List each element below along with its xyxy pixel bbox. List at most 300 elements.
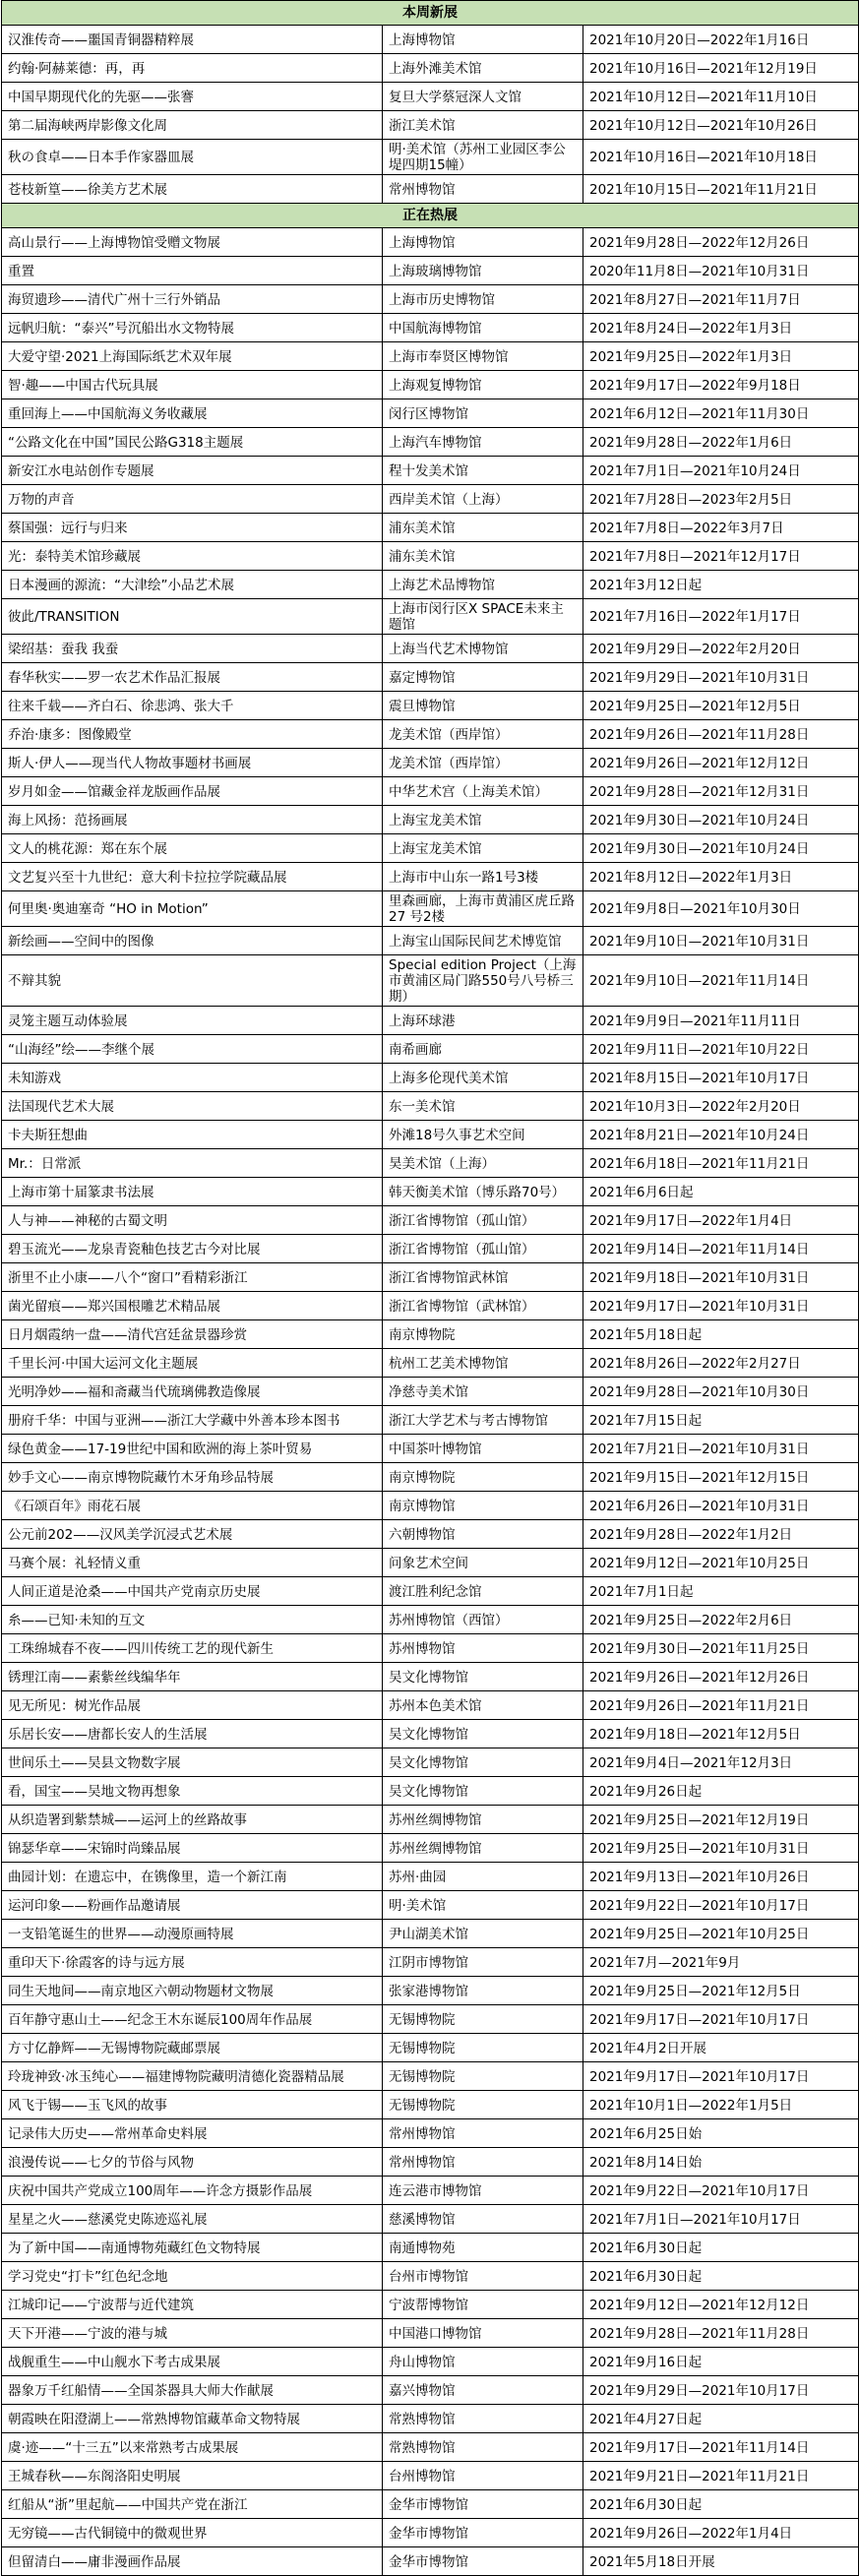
table-row xyxy=(2,777,859,806)
date-range: 2021年9月18日—2021年12月5日 xyxy=(583,1720,859,1748)
table-row xyxy=(2,1463,859,1492)
venue: 苏州本色美术馆 xyxy=(383,1691,583,1720)
exhibition-name: 碧玉流光——龙泉青瓷釉色技艺古今对比展 xyxy=(2,1235,383,1263)
date-range: 2021年9月26日—2021年12月12日 xyxy=(583,749,859,777)
venue: 金华市博物馆 xyxy=(383,2547,583,2576)
table-row xyxy=(2,54,859,83)
table-row xyxy=(2,2376,859,2405)
venue: 上海艺术品博物馆 xyxy=(383,571,583,599)
table-row xyxy=(2,1320,859,1349)
venue: 中国茶叶博物馆 xyxy=(383,1435,583,1463)
venue: 上海多伦现代美术馆 xyxy=(383,1064,583,1092)
date-range: 2021年6月26日—2021年10月31日 xyxy=(583,1492,859,1520)
exhibition-name: 未知游戏 xyxy=(2,1064,383,1092)
exhibition-name: 曲园计划：在遗忘中，在镌像里，造一个新江南 xyxy=(2,1863,383,1891)
exhibition-name: 玲珑神致·冰玉纯心——福建博物院藏明清德化瓷器精品展 xyxy=(2,2062,383,2091)
date-range: 2020年11月8日—2021年10月31日 xyxy=(583,257,859,285)
date-range: 2021年6月6日起 xyxy=(583,1178,859,1206)
table-row xyxy=(2,1092,859,1121)
date-range: 2021年9月26日起 xyxy=(583,1777,859,1806)
date-range: 2021年9月25日—2021年10月31日 xyxy=(583,1834,859,1863)
table-row xyxy=(2,1891,859,1920)
exhibition-name: 岁月如金——馆藏金祥龙版画作品展 xyxy=(2,777,383,806)
table-row xyxy=(2,1777,859,1806)
exhibition-name: 风飞于锡——玉飞风的故事 xyxy=(2,2091,383,2119)
exhibition-name: 新绘画——空间中的图像 xyxy=(2,927,383,955)
table-row xyxy=(2,863,859,891)
table-row xyxy=(2,1435,859,1463)
date-range: 2021年9月29日—2021年10月17日 xyxy=(583,2376,859,2405)
table-row xyxy=(2,1977,859,2005)
exhibition-name: 光明净妙——福和斋藏当代琉璃佛教造像展 xyxy=(2,1378,383,1406)
exhibition-name: 天下开港——宁波的港与城 xyxy=(2,2319,383,2348)
table-row xyxy=(2,2262,859,2291)
date-range: 2021年7月8日—2022年3月7日 xyxy=(583,514,859,542)
venue: 上海玻璃博物馆 xyxy=(383,257,583,285)
table-row xyxy=(2,2091,859,2119)
date-range: 2021年9月30日—2021年10月24日 xyxy=(583,834,859,863)
venue: 上海当代艺术博物馆 xyxy=(383,635,583,663)
venue: 常州博物馆 xyxy=(383,2119,583,2148)
date-range: 2021年9月18日—2021年10月31日 xyxy=(583,1263,859,1292)
table-row xyxy=(2,571,859,599)
venue: 明·美术馆（苏州工业园区李公堤四期15幢） xyxy=(383,140,583,175)
date-range: 2021年10月16日—2021年12月19日 xyxy=(583,54,859,83)
venue: 里森画廊，上海市黄浦区虎丘路 27 号2楼 xyxy=(383,891,583,927)
table-row xyxy=(2,2405,859,2433)
exhibition-name: 重回海上——中国航海义务收藏展 xyxy=(2,399,383,428)
venue: 闵行区博物馆 xyxy=(383,399,583,428)
exhibition-name: 见无所见：树光作品展 xyxy=(2,1691,383,1720)
date-range: 2021年10月20日—2022年1月16日 xyxy=(583,26,859,54)
table-row xyxy=(2,1121,859,1149)
venue: 浦东美术馆 xyxy=(383,514,583,542)
exhibition-name: 海上风扬：范扬画展 xyxy=(2,806,383,834)
exhibition-name: 日本漫画的源流：“大津绘”小品艺术展 xyxy=(2,571,383,599)
venue: 台州市博物馆 xyxy=(383,2262,583,2291)
exhibition-name: 记录伟大历史——常州革命史料展 xyxy=(2,2119,383,2148)
table-row xyxy=(2,314,859,342)
exhibition-name: 从织造署到紫禁城——运河上的丝路故事 xyxy=(2,1806,383,1834)
venue: 慈溪博物馆 xyxy=(383,2205,583,2234)
venue: 上海宝龙美术馆 xyxy=(383,806,583,834)
exhibition-name: 往来千载——齐白石、徐悲鸿、张大千 xyxy=(2,692,383,720)
venue: 复旦大学蔡冠深人文馆 xyxy=(383,83,583,111)
date-range: 2021年9月22日—2021年10月17日 xyxy=(583,2177,859,2205)
table-row xyxy=(2,1349,859,1378)
exhibition-name: 海贸遗珍——清代广州十三行外销品 xyxy=(2,285,383,314)
exhibition-name: 星星之火——慈溪党史陈迹巡礼展 xyxy=(2,2205,383,2234)
venue: 浙江省博物馆（孤山馆） xyxy=(383,1235,583,1263)
table-row xyxy=(2,2319,859,2348)
table-row xyxy=(2,457,859,485)
date-range: 2021年9月25日—2021年10月25日 xyxy=(583,1920,859,1948)
date-range: 2021年3月12日起 xyxy=(583,571,859,599)
table-row xyxy=(2,140,859,175)
venue: 无锡博物院 xyxy=(383,2062,583,2091)
date-range: 2021年9月25日—2022年2月6日 xyxy=(583,1606,859,1634)
date-range: 2021年9月21日—2021年11月21日 xyxy=(583,2462,859,2490)
table-row xyxy=(2,1378,859,1406)
exhibition-name: 重置 xyxy=(2,257,383,285)
date-range: 2021年7月1日起 xyxy=(583,1577,859,1606)
venue: 六朝博物馆 xyxy=(383,1520,583,1549)
venue: 震旦博物馆 xyxy=(383,692,583,720)
exhibition-name: 人间正道是沧桑——中国共产党南京历史展 xyxy=(2,1577,383,1606)
table-row xyxy=(2,834,859,863)
date-range: 2021年8月26日—2022年2月27日 xyxy=(583,1349,859,1378)
date-range: 2021年9月29日—2021年10月31日 xyxy=(583,663,859,692)
exhibition-name: 上海市第十届篆隶书法展 xyxy=(2,1178,383,1206)
exhibition-name: 工珠绵城春不夜——四川传统工艺的现代新生 xyxy=(2,1634,383,1663)
table-row xyxy=(2,663,859,692)
venue: 昊美术馆（上海） xyxy=(383,1149,583,1178)
table-row xyxy=(2,1263,859,1292)
venue: 江阴市博物馆 xyxy=(383,1948,583,1977)
venue: 浦东美术馆 xyxy=(383,542,583,571)
table-row xyxy=(2,1634,859,1663)
date-range: 2021年9月28日—2021年10月30日 xyxy=(583,1378,859,1406)
venue: 上海博物馆 xyxy=(383,26,583,54)
date-range: 2021年9月8日—2021年10月30日 xyxy=(583,891,859,927)
exhibition-name: 庆祝中国共产党成立100周年——许念方摄影作品展 xyxy=(2,2177,383,2205)
date-range: 2021年9月17日—2021年10月31日 xyxy=(583,1292,859,1320)
exhibition-name: 秋の食卓——日本手作家器皿展 xyxy=(2,140,383,175)
table-row xyxy=(2,1920,859,1948)
exhibition-name: 约翰·阿赫莱德：再，再 xyxy=(2,54,383,83)
table-row xyxy=(2,542,859,571)
table-row xyxy=(2,2005,859,2034)
exhibition-name: 朝霞映在阳澄湖上——常熟博物馆藏革命文物特展 xyxy=(2,2405,383,2433)
exhibition-name: 彼此/TRANSITION xyxy=(2,599,383,635)
date-range: 2021年7月1日—2021年10月24日 xyxy=(583,457,859,485)
table-row xyxy=(2,1663,859,1691)
date-range: 2021年9月17日—2022年1月4日 xyxy=(583,1206,859,1235)
exhibition-name: 一支铅笔诞生的世界——动漫原画特展 xyxy=(2,1920,383,1948)
exhibition-name: 无穷镜——古代铜镜中的微观世界 xyxy=(2,2519,383,2547)
exhibition-name: 法国现代艺术大展 xyxy=(2,1092,383,1121)
exhibition-name: 方寸亿静辉——无锡博物院藏邮票展 xyxy=(2,2034,383,2062)
table-row xyxy=(2,228,859,257)
exhibition-name: 何里奥·奥迪塞奇 “HO in Motion” xyxy=(2,891,383,927)
venue: 龙美术馆（西岸馆） xyxy=(383,720,583,749)
table-row xyxy=(2,428,859,457)
venue: 吴文化博物馆 xyxy=(383,1720,583,1748)
exhibition-name: 汉淮传奇——噩国青铜器精粹展 xyxy=(2,26,383,54)
date-range: 2021年7月1日—2021年10月17日 xyxy=(583,2205,859,2234)
venue: 南京博物院 xyxy=(383,1320,583,1349)
exhibition-name: 运河印象——粉画作品邀请展 xyxy=(2,1891,383,1920)
exhibition-name: 为了新中国——南通博物苑藏红色文物特展 xyxy=(2,2234,383,2262)
date-range: 2021年9月22日—2021年10月17日 xyxy=(583,1891,859,1920)
venue: 程十发美术馆 xyxy=(383,457,583,485)
venue: 苏州丝绸博物馆 xyxy=(383,1834,583,1863)
venue: 金华市博物馆 xyxy=(383,2519,583,2547)
venue: 净慈寺美术馆 xyxy=(383,1378,583,1406)
venue: 问象艺术空间 xyxy=(383,1549,583,1577)
table-row xyxy=(2,1406,859,1435)
exhibition-name: 锈理江南——素紫丝线编华年 xyxy=(2,1663,383,1691)
venue: 上海外滩美术馆 xyxy=(383,54,583,83)
exhibition-name: 浪漫传说——七夕的节俗与风物 xyxy=(2,2148,383,2177)
venue: 苏州·曲园 xyxy=(383,1863,583,1891)
table-row xyxy=(2,955,859,1007)
date-range: 2021年10月15日—2021年11月21日 xyxy=(583,175,859,204)
date-range: 2021年7月—2021年9月 xyxy=(583,1948,859,1977)
date-range: 2021年6月30日起 xyxy=(583,2262,859,2291)
venue: 外滩18号久事艺术空间 xyxy=(383,1121,583,1149)
exhibition-name: “公路文化在中国”国民公路G318主题展 xyxy=(2,428,383,457)
venue: 吴文化博物馆 xyxy=(383,1748,583,1777)
exhibition-name: 苍枝新篁——徐美方艺术展 xyxy=(2,175,383,204)
exhibition-name: 学习党史“打卡”红色纪念地 xyxy=(2,2262,383,2291)
exhibition-name: 同生天地间——南京地区六朝动物题材文物展 xyxy=(2,1977,383,2005)
venue: 渡江胜利纪念馆 xyxy=(383,1577,583,1606)
exhibition-name: 乔治·康多：图像殿堂 xyxy=(2,720,383,749)
exhibition-name: 卡夫斯狂想曲 xyxy=(2,1121,383,1149)
exhibition-name: “山海经”绘——李继个展 xyxy=(2,1035,383,1064)
date-range: 2021年9月25日—2021年12月19日 xyxy=(583,1806,859,1834)
date-range: 2021年7月21日—2021年10月31日 xyxy=(583,1435,859,1463)
exhibition-name: 新安江水电站创作专题展 xyxy=(2,457,383,485)
table-row xyxy=(2,1149,859,1178)
exhibition-name: 远帆归航：“泰兴”号沉船出水文物特展 xyxy=(2,314,383,342)
table-row xyxy=(2,1577,859,1606)
exhibition-name: 糸——已知·未知的互文 xyxy=(2,1606,383,1634)
venue: 无锡博物院 xyxy=(383,2091,583,2119)
exhibition-name: 第二届海峡两岸影像文化周 xyxy=(2,111,383,140)
exhibition-name: 斯人·伊人——现当代人物故事题材书画展 xyxy=(2,749,383,777)
venue: 南京博物院 xyxy=(383,1463,583,1492)
date-range: 2021年9月30日—2021年10月24日 xyxy=(583,806,859,834)
table-row xyxy=(2,720,859,749)
venue: 南希画廊 xyxy=(383,1035,583,1064)
date-range: 2021年9月25日—2021年12月5日 xyxy=(583,692,859,720)
venue: 杭州工艺美术博物馆 xyxy=(383,1349,583,1378)
date-range: 2021年10月12日—2021年10月26日 xyxy=(583,111,859,140)
venue: 浙江大学艺术与考古博物馆 xyxy=(383,1406,583,1435)
date-range: 2021年9月28日—2021年12月31日 xyxy=(583,777,859,806)
exhibition-name: 妙手文心——南京博物院藏竹木牙角珍品特展 xyxy=(2,1463,383,1492)
exhibition-name: 高山景行——上海博物馆受赠文物展 xyxy=(2,228,383,257)
table-row xyxy=(2,111,859,140)
date-range: 2021年7月8日—2021年12月17日 xyxy=(583,542,859,571)
table-row xyxy=(2,1748,859,1777)
venue: 常熟博物馆 xyxy=(383,2433,583,2462)
table-row xyxy=(2,2119,859,2148)
date-range: 2021年7月15日起 xyxy=(583,1406,859,1435)
venue: 南京博物馆 xyxy=(383,1492,583,1520)
table-row xyxy=(2,1549,859,1577)
exhibition-name: 不辩其貌 xyxy=(2,955,383,1007)
date-range: 2021年6月30日起 xyxy=(583,2234,859,2262)
table-row xyxy=(2,485,859,514)
exhibition-name: 梁绍基：蚕我 我蚕 xyxy=(2,635,383,663)
date-range: 2021年9月26日—2022年1月4日 xyxy=(583,2519,859,2547)
exhibition-name: 《石颂百年》雨花石展 xyxy=(2,1492,383,1520)
exhibition-name: 人与神——神秘的古蜀文明 xyxy=(2,1206,383,1235)
table-row xyxy=(2,83,859,111)
venue: 浙江省博物馆武林馆 xyxy=(383,1263,583,1292)
date-range: 2021年8月21日—2021年10月24日 xyxy=(583,1121,859,1149)
exhibition-name: 蔡国强：远行与归来 xyxy=(2,514,383,542)
exhibition-name: 看，国宝——吴地文物再想象 xyxy=(2,1777,383,1806)
exhibition-name: 浙里不止小康——八个“窗口”看精彩浙江 xyxy=(2,1263,383,1292)
date-range: 2021年9月17日—2021年10月17日 xyxy=(583,2005,859,2034)
exhibition-name: 光：泰特美术馆珍藏展 xyxy=(2,542,383,571)
table-row xyxy=(2,285,859,314)
table-row xyxy=(2,1606,859,1634)
date-range: 2021年9月15日—2021年12月15日 xyxy=(583,1463,859,1492)
exhibition-name: 重印天下·徐霞客的诗与远方展 xyxy=(2,1948,383,1977)
table-row xyxy=(2,2462,859,2490)
table-row xyxy=(2,175,859,204)
table-row xyxy=(2,1292,859,1320)
date-range: 2021年9月10日—2021年10月31日 xyxy=(583,927,859,955)
venue: 上海宝龙美术馆 xyxy=(383,834,583,863)
exhibition-name: 中国早期现代化的先驱——张謇 xyxy=(2,83,383,111)
table-row xyxy=(2,1948,859,1977)
date-range: 2021年9月13日—2021年10月26日 xyxy=(583,1863,859,1891)
exhibition-name: 文人的桃花源：郑在东个展 xyxy=(2,834,383,863)
venue: 浙江省博物馆（武林馆） xyxy=(383,1292,583,1320)
exhibition-name: 器象万千红船情——全国茶器具大师大作献展 xyxy=(2,2376,383,2405)
table-row xyxy=(2,1007,859,1035)
venue: 台州博物馆 xyxy=(383,2462,583,2490)
exhibition-name: 虞·迹——“十三五”以来常熟考古成果展 xyxy=(2,2433,383,2462)
venue: 中国航海博物馆 xyxy=(383,314,583,342)
date-range: 2021年9月28日—2022年1月2日 xyxy=(583,1520,859,1549)
table-row xyxy=(2,399,859,428)
venue: 嘉兴博物馆 xyxy=(383,2376,583,2405)
venue: 上海市奉贤区博物馆 xyxy=(383,342,583,371)
section-title: 本周新展 xyxy=(2,1,859,26)
venue: 西岸美术馆（上海） xyxy=(383,485,583,514)
date-range: 2021年6月18日—2021年11月21日 xyxy=(583,1149,859,1178)
exhibition-name: 文艺复兴至十九世纪：意大利卡拉拉学院藏品展 xyxy=(2,863,383,891)
date-range: 2021年9月17日—2021年10月17日 xyxy=(583,2062,859,2091)
table-row xyxy=(2,2062,859,2091)
date-range: 2021年8月27日—2021年11月7日 xyxy=(583,285,859,314)
date-range: 2021年9月26日—2021年12月26日 xyxy=(583,1663,859,1691)
table-row xyxy=(2,891,859,927)
exhibition-name: 公元前202——汉风美学沉浸式艺术展 xyxy=(2,1520,383,1549)
table-row xyxy=(2,2291,859,2319)
exhibition-name: 册府千华：中国与亚洲——浙江大学藏中外善本珍本图书 xyxy=(2,1406,383,1435)
table-row xyxy=(2,342,859,371)
exhibition-name: 世间乐土——吴县文物数字展 xyxy=(2,1748,383,1777)
table-row xyxy=(2,2519,859,2547)
exhibition-name: 马赛个展：礼轻情义重 xyxy=(2,1549,383,1577)
venue: 东一美术馆 xyxy=(383,1092,583,1121)
date-range: 2021年9月28日—2022年12月26日 xyxy=(583,228,859,257)
table-row xyxy=(2,2433,859,2462)
section-title: 正在热展 xyxy=(2,204,859,228)
date-range: 2021年6月12日—2021年11月30日 xyxy=(583,399,859,428)
table-row xyxy=(2,806,859,834)
venue: 上海汽车博物馆 xyxy=(383,428,583,457)
date-range: 2021年8月15日—2021年10月17日 xyxy=(583,1064,859,1092)
date-range: 2021年6月30日起 xyxy=(583,2490,859,2519)
venue: 上海博物馆 xyxy=(383,228,583,257)
exhibition-table xyxy=(1,0,859,2576)
exhibition-name: 战舰重生——中山舰水下考古成果展 xyxy=(2,2348,383,2376)
table-row xyxy=(2,1178,859,1206)
exhibition-name: 王城春秋——东阁洛阳史明展 xyxy=(2,2462,383,2490)
venue: 上海观复博物馆 xyxy=(383,371,583,399)
venue: 苏州博物馆（西馆） xyxy=(383,1606,583,1634)
exhibition-name: 红船从“浙”里起航——中国共产党在浙江 xyxy=(2,2490,383,2519)
venue: 常熟博物馆 xyxy=(383,2405,583,2433)
venue: 苏州博物馆 xyxy=(383,1634,583,1663)
venue: 苏州丝绸博物馆 xyxy=(383,1806,583,1834)
venue: 上海宝山国际民间艺术博览馆 xyxy=(383,927,583,955)
table-row xyxy=(2,2034,859,2062)
venue: 上海市闵行区X SPACE未来主题馆 xyxy=(383,599,583,635)
exhibition-name: 但留清白——庸非漫画作品展 xyxy=(2,2547,383,2576)
venue: 嘉定博物馆 xyxy=(383,663,583,692)
table-row xyxy=(2,2205,859,2234)
venue: 明·美术馆 xyxy=(383,1891,583,1920)
venue: 南通博物苑 xyxy=(383,2234,583,2262)
section-header-row xyxy=(2,204,859,228)
table-row xyxy=(2,514,859,542)
table-row xyxy=(2,1035,859,1064)
venue: 吴文化博物馆 xyxy=(383,1777,583,1806)
date-range: 2021年9月29日—2022年2月20日 xyxy=(583,635,859,663)
date-range: 2021年9月14日—2021年11月14日 xyxy=(583,1235,859,1263)
exhibition-name: 菌光留痕——郑兴国根雕艺术精品展 xyxy=(2,1292,383,1320)
table-row xyxy=(2,927,859,955)
date-range: 2021年9月25日—2021年12月5日 xyxy=(583,1977,859,2005)
table-row xyxy=(2,2177,859,2205)
table-row xyxy=(2,1492,859,1520)
date-range: 2021年9月28日—2022年1月6日 xyxy=(583,428,859,457)
venue: 中国港口博物馆 xyxy=(383,2319,583,2348)
table-row xyxy=(2,1806,859,1834)
table-row xyxy=(2,1064,859,1092)
table-row xyxy=(2,1863,859,1891)
venue: 上海环球港 xyxy=(383,1007,583,1035)
table-row xyxy=(2,2148,859,2177)
table-row xyxy=(2,2234,859,2262)
date-range: 2021年9月9日—2021年11月11日 xyxy=(583,1007,859,1035)
venue: 尹山湖美术馆 xyxy=(383,1920,583,1948)
date-range: 2021年10月12日—2021年11月10日 xyxy=(583,83,859,111)
date-range: 2021年9月4日—2021年12月3日 xyxy=(583,1748,859,1777)
date-range: 2021年9月28日—2021年11月28日 xyxy=(583,2319,859,2348)
table-row xyxy=(2,2490,859,2519)
venue: 中华艺术宫（上海美术馆） xyxy=(383,777,583,806)
exhibition-name: 春华秋实——罗一农艺术作品汇报展 xyxy=(2,663,383,692)
date-range: 2021年5月18日开展 xyxy=(583,2547,859,2576)
date-range: 2021年9月26日—2021年11月21日 xyxy=(583,1691,859,1720)
venue: 常州博物馆 xyxy=(383,2148,583,2177)
table-row xyxy=(2,692,859,720)
date-range: 2021年9月12日—2021年12月12日 xyxy=(583,2291,859,2319)
date-range: 2021年9月26日—2021年11月28日 xyxy=(583,720,859,749)
table-row xyxy=(2,371,859,399)
date-range: 2021年7月28日—2023年2月5日 xyxy=(583,485,859,514)
table-row xyxy=(2,1834,859,1863)
date-range: 2021年10月1日—2022年1月5日 xyxy=(583,2091,859,2119)
date-range: 2021年8月14日始 xyxy=(583,2148,859,2177)
venue: 无锡博物院 xyxy=(383,2034,583,2062)
date-range: 2021年7月16日—2022年1月17日 xyxy=(583,599,859,635)
venue: 连云港市博物馆 xyxy=(383,2177,583,2205)
table-row xyxy=(2,599,859,635)
venue: 浙江省博物馆（孤山馆） xyxy=(383,1206,583,1235)
